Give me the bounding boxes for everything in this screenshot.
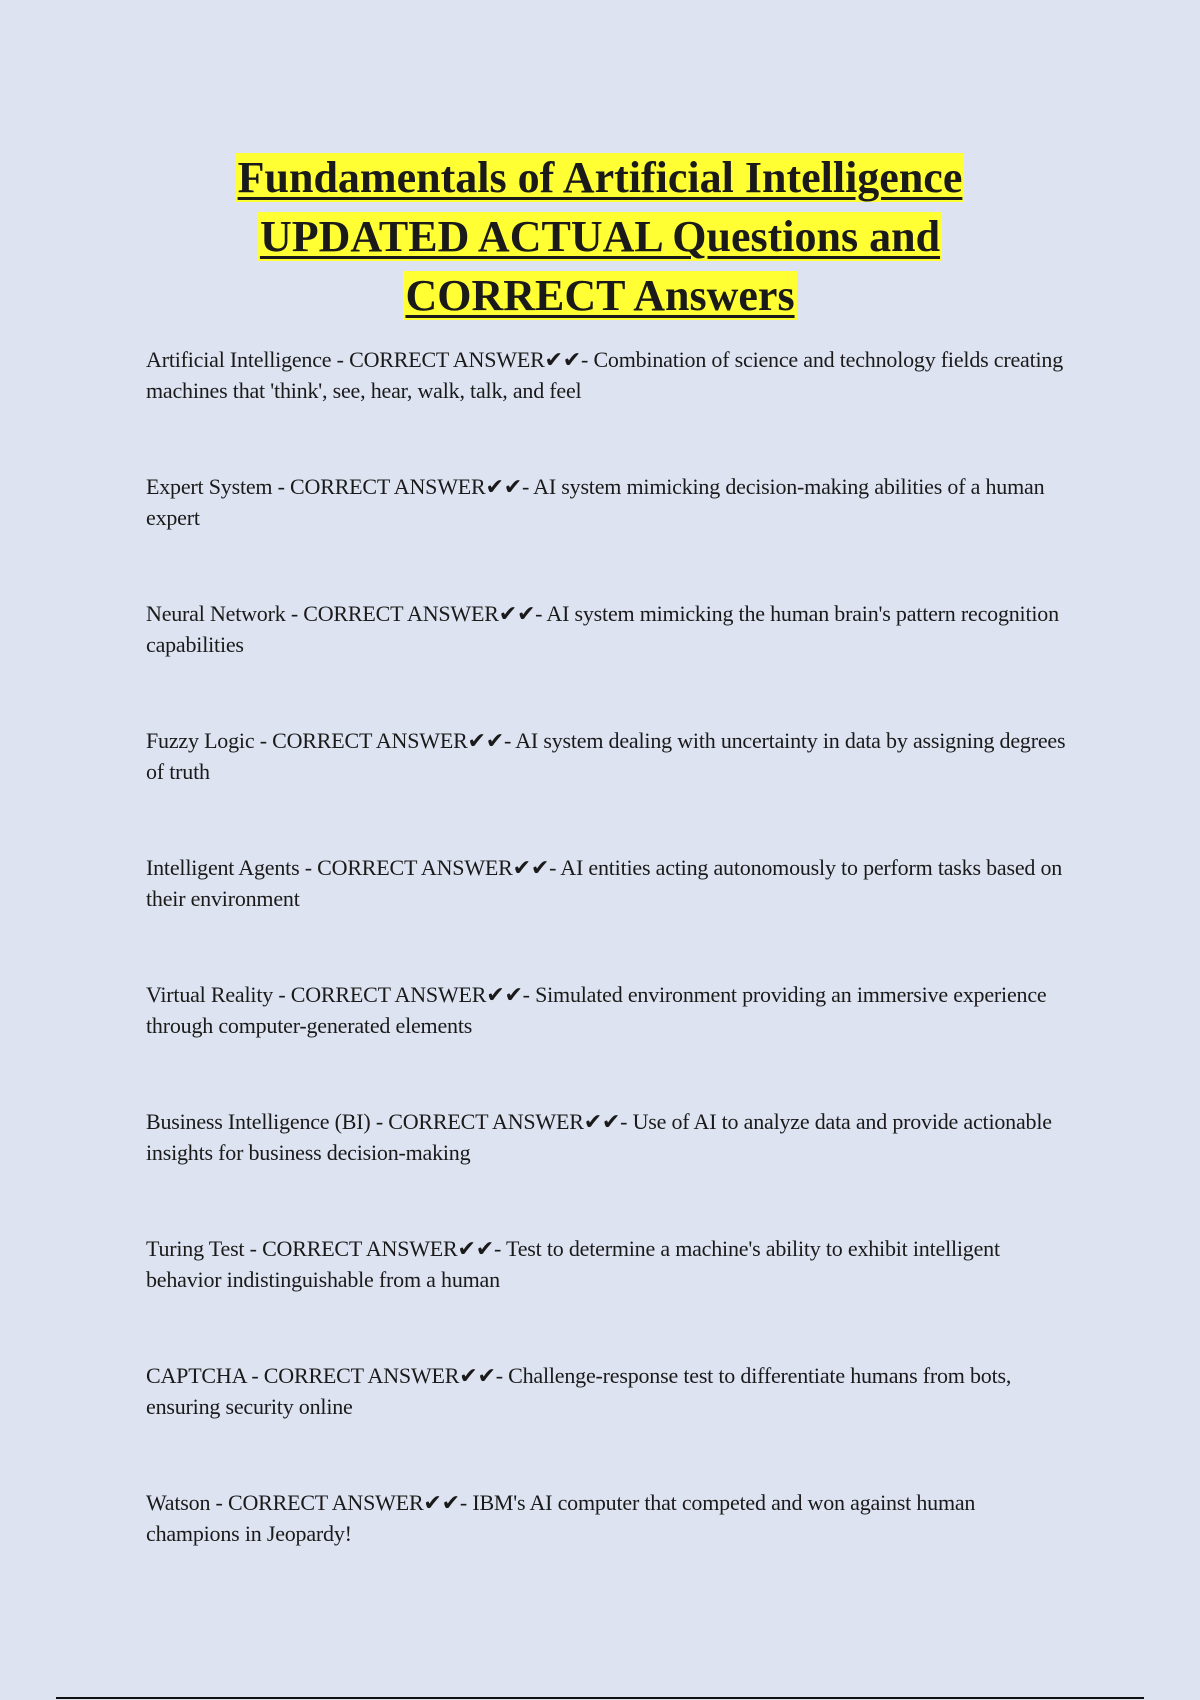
entry-term: Intelligent Agents <box>146 855 300 880</box>
page-divider <box>56 1697 1144 1699</box>
entry-answer-marker: - CORRECT ANSWER✔✔- <box>331 347 594 372</box>
entry-answer-marker: - CORRECT ANSWER✔✔- <box>244 1236 507 1261</box>
entry-definition: AI system mimicking the human brain's pattern recognition capabilities <box>146 601 1059 657</box>
entry-definition: Test to determine a machine's ability to exhibit intelligent behavior indistinguishable from a human <box>146 1236 1000 1292</box>
entry-term: CAPTCHA <box>146 1363 247 1388</box>
entry-answer-marker: - CORRECT ANSWER✔✔- <box>272 474 534 499</box>
entry-term: Neural Network <box>146 601 286 626</box>
qa-entry <box>146 344 1066 406</box>
title-line-1: Fundamentals of Artificial Intelligence <box>237 153 963 202</box>
entry-definition: Challenge-response test to differentiate humans from bots, ensuring security online <box>146 1363 1012 1419</box>
qa-entry <box>146 1106 1066 1168</box>
entry-definition: IBM's AI computer that competed and won against human champions in Jeopardy! <box>146 1490 976 1546</box>
entry-definition: AI entities acting autonomously to perform tasks based on their environment <box>146 855 1063 911</box>
qa-entry <box>146 471 1066 533</box>
qa-entry <box>146 852 1066 914</box>
qa-entry <box>146 1487 1066 1549</box>
qa-list <box>146 344 1066 1614</box>
entry-term: Watson <box>146 1490 211 1515</box>
entry-definition: Use of AI to analyze data and provide actionable insights for business decision-making <box>146 1109 1052 1165</box>
entry-term: Virtual Reality <box>146 982 274 1007</box>
entry-term: Artificial Intelligence <box>146 347 332 372</box>
entry-definition: Combination of science and technology fields creating machines that 'think', see, hear, walk, talk, and feel <box>146 347 1064 403</box>
entry-answer-marker: - CORRECT ANSWER✔✔- <box>299 855 561 880</box>
qa-entry <box>146 598 1066 660</box>
qa-entry <box>146 1233 1066 1295</box>
qa-entry <box>146 725 1066 787</box>
entry-term: Expert System <box>146 474 273 499</box>
entry-answer-marker: - CORRECT ANSWER✔✔- <box>246 1363 509 1388</box>
document-title <box>150 148 1050 325</box>
entry-term: Business Intelligence (BI) <box>146 1109 371 1134</box>
entry-answer-marker: - CORRECT ANSWER✔✔- <box>210 1490 473 1515</box>
entry-answer-marker: - CORRECT ANSWER✔✔- <box>285 601 547 626</box>
entry-term: Fuzzy Logic <box>146 728 255 753</box>
title-line-3: CORRECT Answers <box>405 271 795 320</box>
entry-definition: AI system mimicking decision-making abilities of a human expert <box>146 474 1045 530</box>
entry-definition: AI system dealing with uncertainty in data by assigning degrees of truth <box>146 728 1066 784</box>
entry-answer-marker: - CORRECT ANSWER✔✔- <box>254 728 516 753</box>
title-line-2: UPDATED ACTUAL Questions and <box>259 212 941 261</box>
entry-answer-marker: - CORRECT ANSWER✔✔- <box>370 1109 633 1134</box>
entry-term: Turing Test <box>146 1236 245 1261</box>
qa-entry <box>146 1360 1066 1422</box>
qa-entry <box>146 979 1066 1041</box>
entry-answer-marker: - CORRECT ANSWER✔✔- <box>273 982 536 1007</box>
entry-definition: Simulated environment providing an immersive experience through computer-generated elements <box>146 982 1047 1038</box>
